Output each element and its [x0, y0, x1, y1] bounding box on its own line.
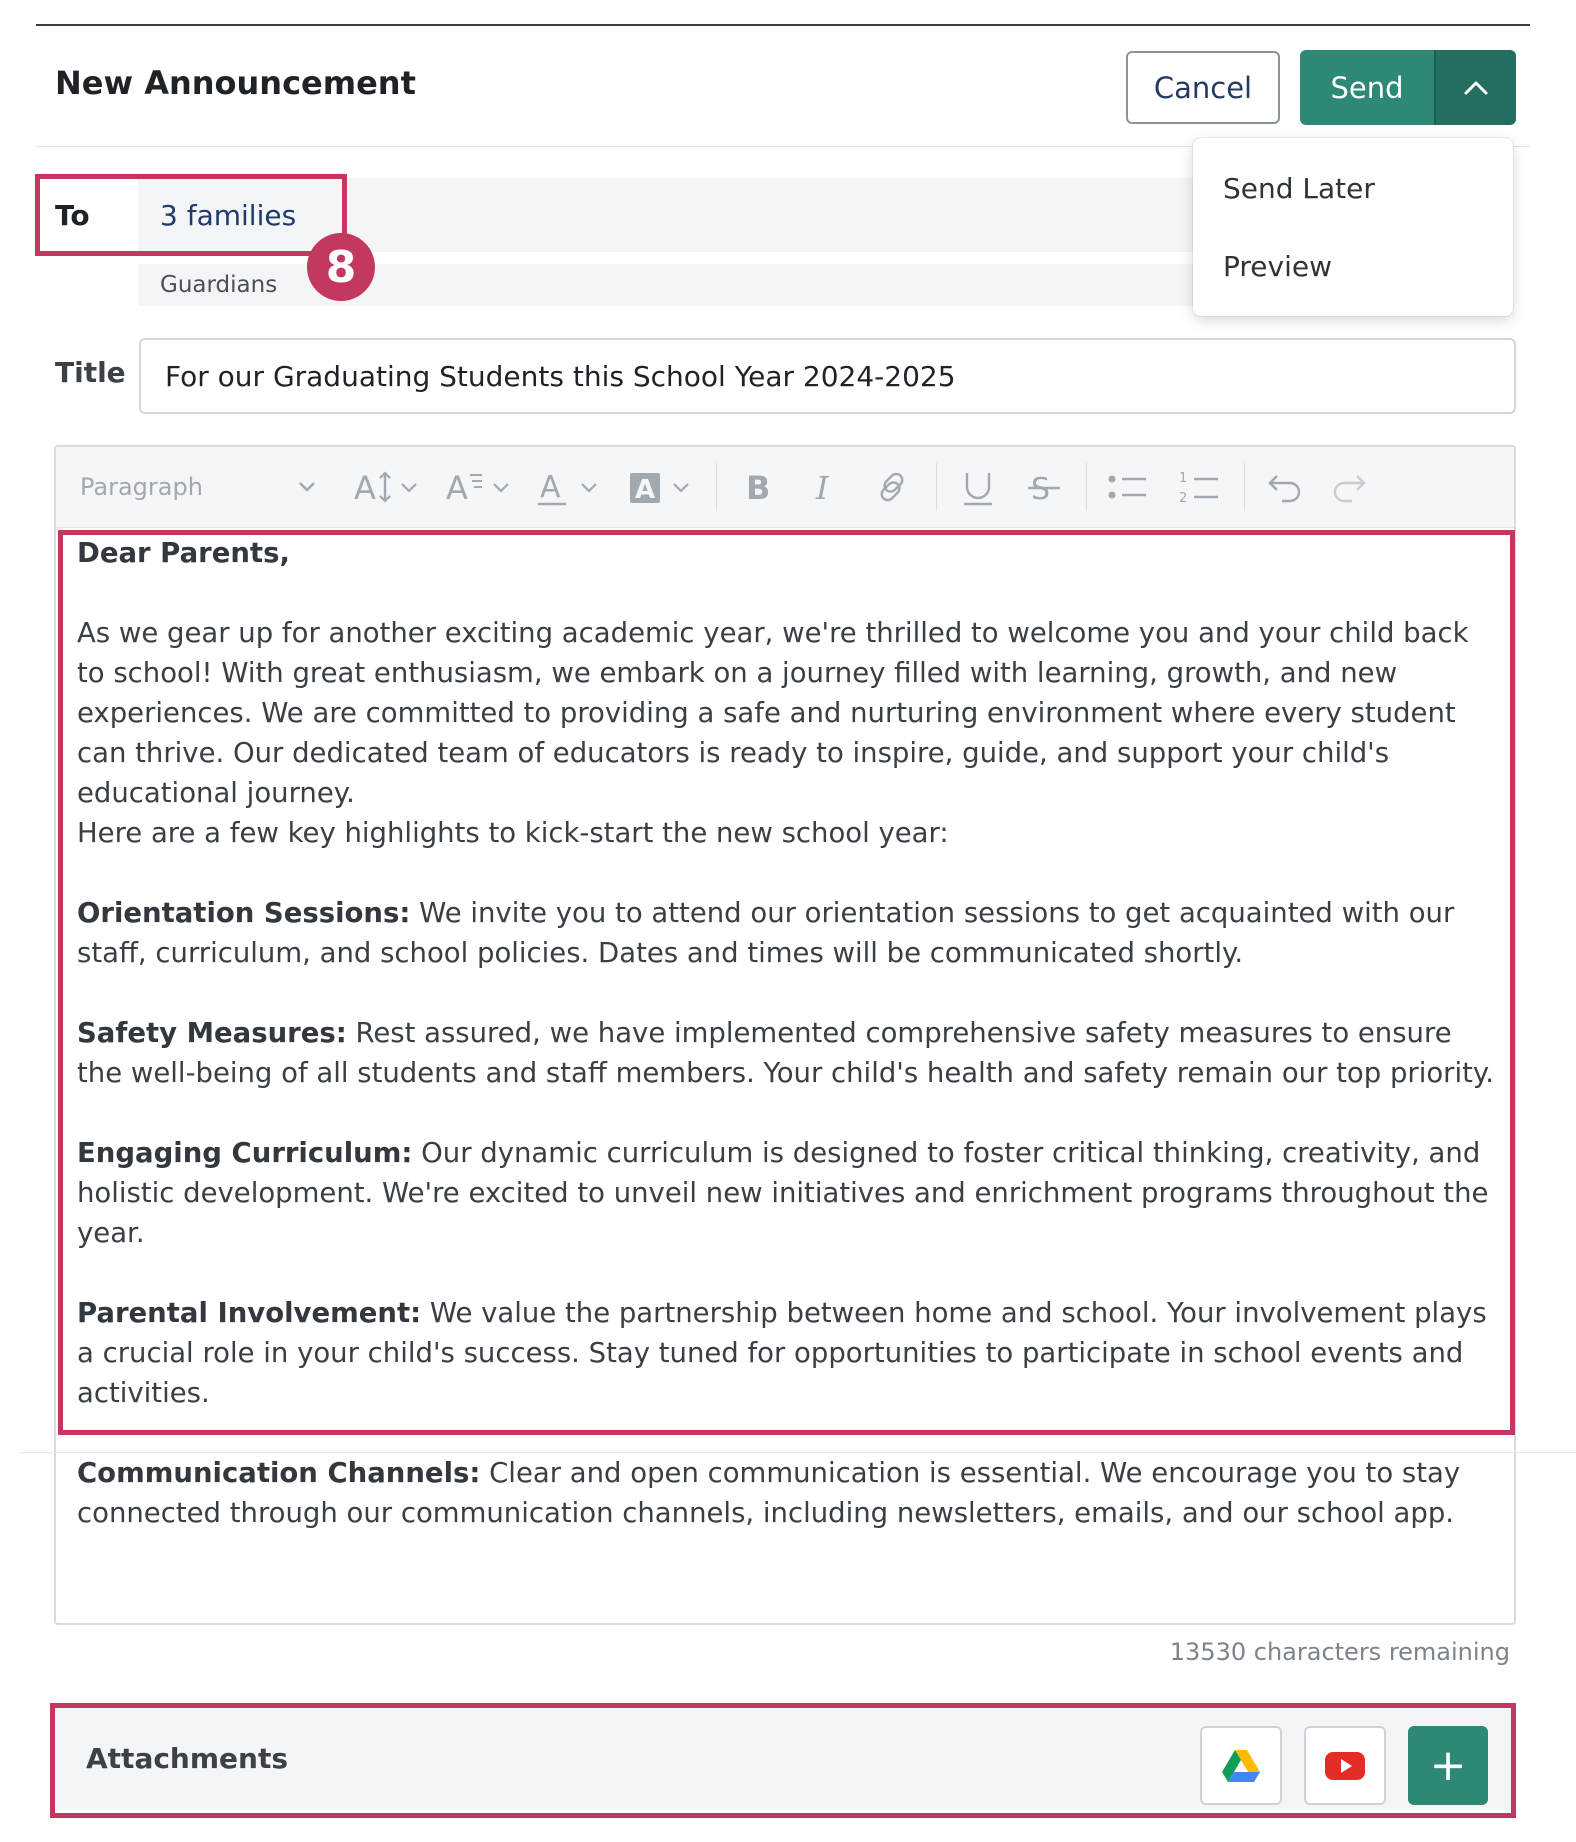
- recipient-type-label: Guardians: [160, 272, 278, 298]
- underline-icon: [958, 467, 998, 507]
- toolbar-separator: [1244, 463, 1245, 511]
- intro-paragraph: As we gear up for another exciting academic year, we're thrilled to welcome you and your child back to school! With great enthusiasm, we embark on a journey filled with learning, growth, and new experiences. We are committed to providing a safe and nurturing environment where every student can thrive. Our dedicated team of educators is ready to inspire, guide, and support your child's educational journey.: [77, 617, 1469, 809]
- link-icon: [872, 467, 912, 507]
- cancel-button[interactable]: Cancel: [1126, 51, 1280, 124]
- send-options-menu: [1193, 138, 1513, 316]
- numbered-list-icon: [1178, 467, 1222, 507]
- redo-button[interactable]: [1328, 461, 1372, 513]
- toolbar-separator: [1086, 463, 1087, 511]
- bullet-list-icon: [1106, 467, 1150, 507]
- section-text: We invite you to attend our orientation sessions to get acquainted with our staff, curriculum, and school policies. Dates and times will be communicated shortly.: [77, 897, 1455, 969]
- section-heading: Engaging Curriculum:: [77, 1137, 413, 1169]
- text-color-button[interactable]: [536, 461, 606, 513]
- svg-text:A: A: [540, 470, 561, 505]
- highlight-recipients: [35, 174, 347, 256]
- send-options-toggle[interactable]: [1434, 50, 1516, 125]
- greeting: Dear Parents,: [77, 537, 290, 569]
- strikethrough-icon: [1024, 467, 1064, 507]
- attachments-label: Attachments: [86, 1742, 289, 1775]
- menu-item-preview[interactable]: Preview: [1223, 250, 1332, 283]
- page-title: New Announcement: [55, 64, 416, 102]
- svg-text:1: 1: [1179, 471, 1188, 486]
- italic-button[interactable]: [806, 461, 846, 513]
- highlight-message-body: [58, 530, 1515, 1435]
- title-label: Title: [55, 356, 126, 389]
- chevron-up-icon: [1463, 80, 1489, 96]
- section-heading: Safety Measures:: [77, 1017, 347, 1049]
- to-sub-row: [138, 264, 1196, 306]
- link-button[interactable]: [872, 461, 912, 513]
- section-text: We value the partnership between home and school. Your involvement plays a crucial role in your child's success. Stay tuned for opportunities to participate in school events and activities.: [77, 1297, 1487, 1409]
- highlight-color-button[interactable]: [628, 461, 698, 513]
- svg-text:2: 2: [1179, 491, 1188, 506]
- paragraph-select[interactable]: [80, 461, 310, 513]
- bullet-list-button[interactable]: [1106, 461, 1150, 513]
- svg-text:A: A: [354, 469, 376, 507]
- highlight-attachments: [50, 1703, 1516, 1818]
- section-text: Clear and open communication is essential. We encourage you to stay connected through our communication channels, including newsletters, emails, and our school app.: [77, 1457, 1461, 1529]
- underline-button[interactable]: [958, 461, 998, 513]
- bold-button[interactable]: [740, 461, 780, 513]
- font-size-button[interactable]: [352, 461, 422, 513]
- line-height-button[interactable]: [444, 461, 514, 513]
- menu-item-send-later[interactable]: Send Later: [1223, 172, 1375, 205]
- line-height-icon: [444, 467, 514, 507]
- editor-divider: [20, 1452, 1576, 1453]
- title-input[interactable]: [139, 338, 1516, 414]
- section-heading: Parental Involvement:: [77, 1297, 422, 1329]
- characters-remaining: 13530 characters remaining: [1169, 1638, 1510, 1666]
- highlight-color-icon: [628, 467, 698, 507]
- svg-text:A: A: [635, 475, 656, 505]
- svg-text:I: I: [816, 469, 829, 507]
- redo-icon: [1328, 467, 1372, 507]
- section-text: Our dynamic curriculum is designed to foster critical thinking, creativity, and holistic development. We're excited to unveil new initiatives and enrichment programs throughout the year.: [77, 1137, 1489, 1249]
- strikethrough-button[interactable]: [1024, 461, 1064, 513]
- top-rule: [36, 24, 1530, 26]
- bold-icon: [740, 467, 780, 507]
- svg-text:S: S: [1031, 472, 1051, 507]
- section-heading: Communication Channels:: [77, 1457, 481, 1489]
- undo-icon: [1262, 467, 1306, 507]
- section-paragraph: [77, 1453, 1497, 1533]
- section-heading: Orientation Sessions:: [77, 897, 411, 929]
- step-badge: 8: [307, 233, 375, 301]
- to-label: To: [55, 199, 90, 232]
- editor-toolbar: [56, 447, 1514, 528]
- svg-text:A: A: [446, 469, 468, 507]
- italic-icon: [806, 467, 846, 507]
- svg-text:B: B: [746, 469, 771, 507]
- recipients-value[interactable]: 3 families: [160, 199, 297, 232]
- section-text: Rest assured, we have implemented comprehensive safety measures to ensure the well-being of all students and staff members. Your child's health and safety remain our top priority.: [77, 1017, 1495, 1089]
- chevron-down-icon: [298, 481, 316, 493]
- undo-button[interactable]: [1262, 461, 1306, 513]
- intro-paragraph-2: Here are a few key highlights to kick-start the new school year:: [77, 817, 949, 849]
- font-size-icon: [352, 467, 422, 507]
- paragraph-select-label: Paragraph: [80, 473, 203, 501]
- add-attachment-button[interactable]: +: [1408, 1726, 1488, 1805]
- text-color-icon: [536, 467, 606, 507]
- numbered-list-button[interactable]: [1178, 461, 1222, 513]
- toolbar-separator: [936, 463, 937, 511]
- send-button[interactable]: Send: [1300, 50, 1434, 125]
- toolbar-separator: [716, 463, 717, 511]
